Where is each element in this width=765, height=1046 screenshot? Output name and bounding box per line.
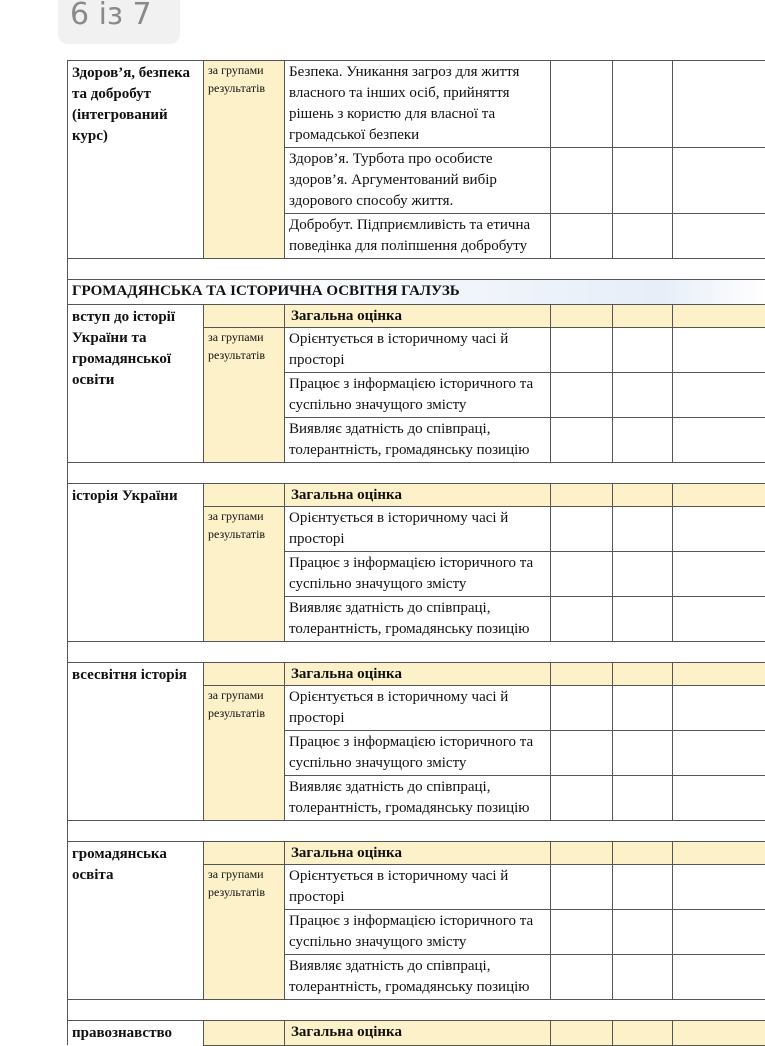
result-text: Орієнтується в історичному часі й просторі xyxy=(285,328,551,373)
result-wellbeing: Добробут. Підприємливість та етична поведінка для поліпшення добробуту xyxy=(285,214,551,259)
subject-name: історія України xyxy=(68,484,204,642)
grade-cell[interactable] xyxy=(613,1021,673,1046)
spacer-row xyxy=(68,463,765,484)
grade-cell[interactable] xyxy=(673,507,765,552)
result-safety: Безпека. Уникання загроз для життя власного та інших осіб, прийняття рішень з користю для власної та громадської безпеки xyxy=(285,61,551,148)
result-text: Працює з інформацією історичного та суспільно значущого змісту xyxy=(285,552,551,597)
page-counter: 6 із 7 xyxy=(58,0,180,44)
grade-cell[interactable] xyxy=(613,731,673,776)
result-text: Працює з інформацією історичного та суспільно значущого змісту xyxy=(285,373,551,418)
grade-cell[interactable] xyxy=(551,61,613,148)
spacer-row xyxy=(68,642,765,663)
grade-cell[interactable] xyxy=(551,955,613,1000)
grade-cell[interactable] xyxy=(673,686,765,731)
general-grade-label: Загальна оцінка xyxy=(285,484,551,507)
grade-cell[interactable] xyxy=(673,148,765,214)
table-row xyxy=(68,1021,765,1046)
grade-cell[interactable] xyxy=(613,842,673,865)
groups-label: за групами результатів xyxy=(204,328,285,463)
table-row xyxy=(68,663,765,686)
groups-label: за групами результатів xyxy=(204,507,285,642)
grade-sheet xyxy=(67,60,765,1046)
spacer-row xyxy=(68,259,765,280)
grade-cell[interactable] xyxy=(613,373,673,418)
subject-name: правознавство xyxy=(68,1021,204,1046)
groups-label: за групами результатів xyxy=(204,61,285,259)
grade-cell[interactable] xyxy=(551,373,613,418)
grade-cell[interactable] xyxy=(613,552,673,597)
grade-cell[interactable] xyxy=(673,1021,765,1046)
table-row xyxy=(68,61,765,148)
result-text: Орієнтується в історичному часі й просторі xyxy=(285,865,551,910)
grade-cell[interactable] xyxy=(673,865,765,910)
result-text: Орієнтується в історичному часі й просторі xyxy=(285,507,551,552)
result-text: Працює з інформацією історичного та суспільно значущого змісту xyxy=(285,731,551,776)
grade-cell[interactable] xyxy=(551,597,613,642)
grade-cell[interactable] xyxy=(551,731,613,776)
groups-label: за групами результатів xyxy=(204,686,285,821)
grade-cell[interactable] xyxy=(613,328,673,373)
grade-cell[interactable] xyxy=(673,842,765,865)
section-title: ГРОМАДЯНСЬКА ТА ІСТОРИЧНА ОСВІТНЯ ГАЛУЗЬ xyxy=(68,280,765,305)
table-row xyxy=(68,842,765,865)
grade-cell[interactable] xyxy=(551,910,613,955)
table-row xyxy=(68,484,765,507)
grade-cell[interactable] xyxy=(551,865,613,910)
grade-cell[interactable] xyxy=(613,955,673,1000)
grade-cell[interactable] xyxy=(673,305,765,328)
grade-cell[interactable] xyxy=(673,663,765,686)
general-grade-label: Загальна оцінка xyxy=(285,663,551,686)
grade-cell[interactable] xyxy=(613,148,673,214)
result-text: Виявляє здатність до співпраці, толерантність, громадянську позицію xyxy=(285,955,551,1000)
result-text: Виявляє здатність до співпраці, толерантність, громадянську позицію xyxy=(285,597,551,642)
grade-cell[interactable] xyxy=(613,663,673,686)
general-grade-label: Загальна оцінка xyxy=(285,842,551,865)
grade-cell[interactable] xyxy=(551,663,613,686)
grades-table xyxy=(67,60,765,1046)
subject-name: громадянська освіта xyxy=(68,842,204,1000)
general-grade-label: Загальна оцінка xyxy=(285,305,551,328)
grade-cell[interactable] xyxy=(613,507,673,552)
subject-health-safety: Здоров’я, безпека та добробут (інтегрований курс) xyxy=(68,61,204,259)
grade-cell[interactable] xyxy=(613,214,673,259)
section-header-row xyxy=(68,280,765,305)
grade-cell[interactable] xyxy=(551,1021,613,1046)
grade-cell[interactable] xyxy=(673,776,765,821)
result-text: Орієнтується в історичному часі й просторі xyxy=(285,686,551,731)
result-text: Працює з інформацією історичного та суспільно значущого змісту xyxy=(285,910,551,955)
grade-cell[interactable] xyxy=(551,328,613,373)
grade-cell[interactable] xyxy=(673,484,765,507)
grade-cell[interactable] xyxy=(613,865,673,910)
grade-cell[interactable] xyxy=(673,328,765,373)
grade-cell[interactable] xyxy=(673,731,765,776)
grade-cell[interactable] xyxy=(673,418,765,463)
grade-cell[interactable] xyxy=(551,305,613,328)
grade-cell[interactable] xyxy=(673,955,765,1000)
grade-cell[interactable] xyxy=(551,776,613,821)
table-row xyxy=(68,305,765,328)
grade-cell[interactable] xyxy=(613,776,673,821)
grade-cell[interactable] xyxy=(551,148,613,214)
grade-cell[interactable] xyxy=(673,910,765,955)
grade-cell[interactable] xyxy=(551,686,613,731)
grade-cell[interactable] xyxy=(613,305,673,328)
grade-cell[interactable] xyxy=(613,61,673,148)
grade-cell[interactable] xyxy=(551,418,613,463)
general-grade-label: Загальна оцінка xyxy=(285,1021,551,1046)
grade-cell[interactable] xyxy=(673,552,765,597)
spacer-row xyxy=(68,1000,765,1021)
grade-cell[interactable] xyxy=(613,484,673,507)
result-health: Здоров’я. Турбота про особисте здоров’я. Аргументований вибір здорового способу життя. xyxy=(285,148,551,214)
result-text: Виявляє здатність до співпраці, толерантність, громадянську позицію xyxy=(285,776,551,821)
spacer-row xyxy=(68,821,765,842)
grade-cell[interactable] xyxy=(613,910,673,955)
grade-cell[interactable] xyxy=(551,484,613,507)
grade-cell[interactable] xyxy=(673,214,765,259)
grade-cell[interactable] xyxy=(673,61,765,148)
result-text: Виявляє здатність до співпраці, толерантність, громадянську позицію xyxy=(285,418,551,463)
grade-cell[interactable] xyxy=(613,686,673,731)
grade-cell[interactable] xyxy=(551,552,613,597)
grade-cell[interactable] xyxy=(673,373,765,418)
grade-cell[interactable] xyxy=(551,507,613,552)
grade-cell[interactable] xyxy=(613,597,673,642)
groups-label: за групами результатів xyxy=(204,865,285,1000)
subject-name: всесвітня історія xyxy=(68,663,204,821)
grade-cell[interactable] xyxy=(613,418,673,463)
subject-name: вступ до історії України та громадянської освіти xyxy=(68,305,204,463)
grade-cell[interactable] xyxy=(673,597,765,642)
grade-cell[interactable] xyxy=(551,214,613,259)
grade-cell[interactable] xyxy=(551,842,613,865)
